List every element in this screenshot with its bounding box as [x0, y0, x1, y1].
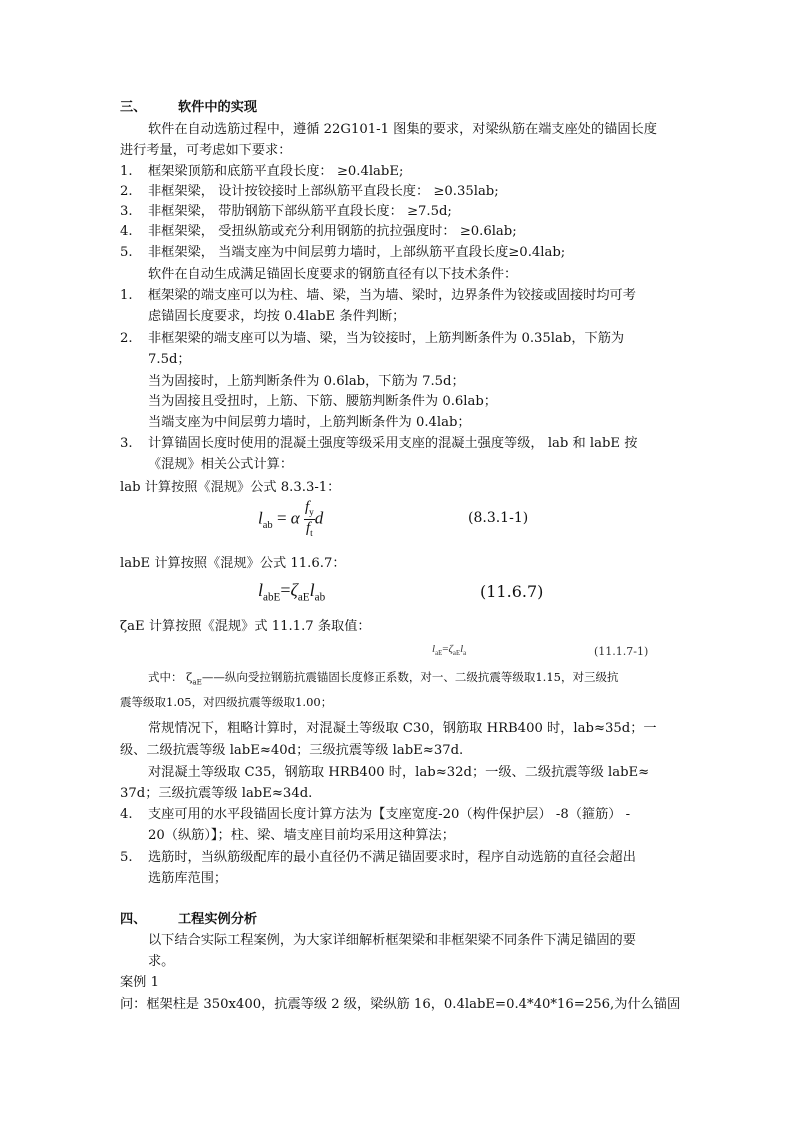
cond-2-line2: 7.5d；	[148, 352, 191, 367]
section4-title: 工程实例分析	[178, 912, 258, 927]
req-5-text: 非框架梁， 当端支座为中间层剪力墙时，上部纵筋平直段长度≥0.4lab;	[148, 245, 566, 260]
section3-title: 软件中的实现	[178, 100, 258, 115]
formula2-eq-number: (11.6.7)	[480, 582, 544, 601]
note-line1: 式中： $\zeta_{aE}——$纵向受拉钢筋抗震锚固长度修正系数，对一、二级抗震等级取1.15，对三级抗	[148, 670, 619, 687]
cond-2-line1: 非框架梁的端支座可以为墙、梁，当为铰接时，上筋判断条件为 0.35lab，下筋为	[148, 331, 625, 346]
cond-5-line2: 选筋库范围；	[148, 871, 228, 886]
req-1-number: 1.	[120, 164, 133, 179]
cond-4-number: 4.	[120, 807, 133, 822]
req-4-number: 4.	[120, 224, 133, 239]
note-line2: 震等级取1.05，对四级抗震等级取1.00；	[120, 695, 333, 709]
formula2-intro: labE 计算按照《混规》公式 11.6.7：	[120, 556, 346, 571]
typical-c30-line1: 常规情况下，粗略计算时，对混凝土等级取 C30，钢筋取 HRB400 时，lab≈35d；一	[148, 721, 657, 736]
typical-c35-line1: 对混凝土等级取 C35，钢筋取 HRB400 时，lab≈32d；一级、二级抗震等级 labE≈	[148, 765, 650, 780]
cond-1-line2: 虑锚固长度要求，均按 0.4labE 条件判断；	[148, 309, 406, 324]
formula-laE: $l_{aE}=\zeta_{aE}l_a$	[432, 643, 467, 658]
cond-5-line1: 选筋时，当纵筋级配库的最小直径仍不满足锚固要求时，程序自动选筋的直径会超出	[148, 850, 636, 865]
cond-2-line4: 当为固接且受扭时，上筋、下筋、腰筋判断条件为 0.6lab；	[148, 394, 497, 409]
section3-intro-line3: 软件在自动生成满足锚固长度要求的钢筋直径有以下技术条件：	[148, 267, 518, 282]
req-2-number: 2.	[120, 184, 133, 199]
req-2-text: 非框架梁， 设计按铰接时上部纵筋平直段长度： ≥0.35lab;	[148, 184, 499, 199]
case-1-question: 问：框架柱是 350x400，抗震等级 2 级，梁纵筋 16，0.4labE=0.4*40*16=256,为什么锚固	[120, 997, 681, 1012]
cond-5-number: 5.	[120, 850, 133, 865]
formula-labE: $l_{abE}=\zeta_{aE}l_{ab}$	[258, 580, 326, 604]
cond-2-number: 2.	[120, 331, 133, 346]
req-4-text: 非框架梁， 受扭纵筋或充分利用钢筋的抗拉强度时： ≥0.6lab;	[148, 224, 517, 239]
section3-intro-line1: 软件在自动选筋过程中，遵循 22G101-1 图集的要求，对梁纵筋在端支座处的锚固长度	[148, 122, 657, 137]
case-1-title: 案例 1	[120, 975, 159, 990]
section4-intro-line2: 求。	[148, 954, 175, 969]
cond-2-line5: 当端支座为中间层剪力墙时，上筋判断条件为 0.4lab；	[148, 415, 471, 430]
formula-lab: $l_{ab} = \alpha$ $\frac{f_y}{f_t}$ d	[258, 499, 324, 540]
formula3-intro: ζaE 计算按照《混规》式 11.1.7 条取值：	[120, 619, 371, 634]
cond-4-line2: 20（纵筋）】；柱、梁、墙支座目前均采用这种算法；	[148, 828, 455, 843]
req-3-text: 非框架梁， 带肋钢筋下部纵筋平直段长度： ≥7.5d;	[148, 204, 452, 219]
formula3-eq-number: (11.1.7-1)	[594, 645, 649, 658]
cond-1-number: 1.	[120, 288, 133, 303]
formula1-eq-number: (8.3.1-1)	[468, 510, 529, 526]
cond-4-line1: 支座可用的水平段锚固长度计算方法为【支座宽度-20（构件保护层） -8（箍筋） -	[148, 807, 631, 822]
cond-3-line2: 《混规》相关公式计算：	[148, 457, 294, 472]
req-3-number: 3.	[120, 204, 133, 219]
section4-number: 四、	[120, 912, 147, 927]
cond-2-line3: 当为固接时，上筋判断条件为 0.6lab，下筋为 7.5d；	[148, 374, 465, 389]
cond-1-line1: 框架梁的端支座可以为柱、墙、梁，当为墙、梁时，边界条件为铰接或固接时均可考	[148, 288, 636, 303]
cond-3-line1: 计算锚固长度时使用的混凝土强度等级采用支座的混凝土强度等级， lab 和 labE 按	[148, 436, 638, 451]
section3-intro-line2: 进行考量，可考虑如下要求：	[120, 143, 292, 158]
section3-number: 三、	[120, 100, 147, 115]
req-1-text: 框架梁顶筋和底筋平直段长度： ≥0.4labE;	[148, 164, 404, 179]
req-5-number: 5.	[120, 245, 133, 260]
typical-c35-line2: 37d；三级抗震等级 labE≈34d.	[120, 786, 313, 801]
cond-3-number: 3.	[120, 436, 133, 451]
formula1-intro: lab 计算按照《混规》公式 8.3.3-1：	[120, 480, 341, 495]
typical-c30-line2: 级、二级抗震等级 labE≈40d；三级抗震等级 labE≈37d.	[120, 743, 464, 758]
section4-intro-line1: 以下结合实际工程案例，为大家详细解析框架梁和非框架梁不同条件下满足锚固的要	[148, 933, 636, 948]
